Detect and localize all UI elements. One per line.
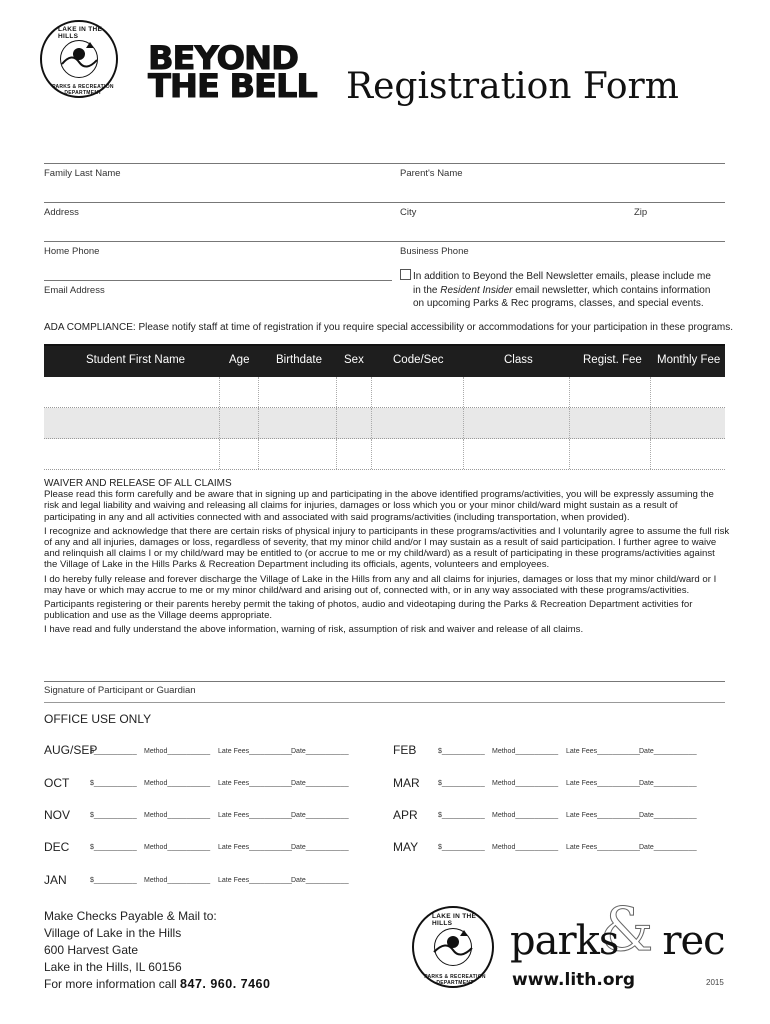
month-nov: NOV — [44, 808, 71, 822]
month-dec: DEC — [44, 840, 70, 854]
zip-label: Zip — [634, 207, 648, 218]
late-fees-field[interactable]: Late Fees___________ — [566, 780, 640, 787]
ada-compliance-note: ADA COMPLIANCE: Please notify staff at time of registration if you require special accessibility or accommodations for your participation in these programs. — [44, 322, 734, 333]
waiver-paragraph-5: I have read and fully understand the above information, warning of risk, assumption of risk and waiver and release of all claims. — [44, 624, 584, 636]
month-mar: MAR — [393, 776, 420, 790]
method-field[interactable]: Method___________ — [144, 812, 211, 819]
business-phone-label: Business Phone — [400, 246, 469, 257]
table-row[interactable] — [44, 439, 725, 470]
parents-name-label: Parent's Name — [400, 168, 463, 179]
method-field[interactable]: Method___________ — [144, 748, 211, 755]
address-label: Address — [44, 207, 79, 218]
seal-inner-ring — [434, 928, 472, 966]
mailing-info — [44, 908, 270, 993]
month-apr: APR — [393, 808, 418, 822]
rec-word: rec — [662, 918, 725, 964]
seal-text-top: LAKE IN THE HILLS — [58, 26, 103, 40]
method-field[interactable]: Method___________ — [144, 844, 211, 851]
registration-table — [44, 344, 725, 470]
date-field[interactable]: Date___________ — [291, 844, 349, 851]
amount-field[interactable]: $___________ — [90, 780, 137, 787]
amount-field[interactable]: $___________ — [438, 748, 485, 755]
mail-line-1: Make Checks Payable & Mail to: — [44, 909, 217, 923]
newsletter-text — [413, 270, 723, 311]
amount-field[interactable]: $___________ — [90, 877, 137, 884]
header-age: Age — [229, 354, 250, 366]
header-birthdate: Birthdate — [276, 354, 323, 366]
family-parent-line — [44, 163, 725, 164]
table-row[interactable] — [44, 408, 725, 439]
seal-text-bottom: PARKS & RECREATION DEPARTMENT — [424, 974, 486, 986]
home-phone-label: Home Phone — [44, 246, 100, 257]
month-oct: OCT — [44, 776, 70, 790]
lith-seal-logo — [40, 20, 118, 98]
mail-line-2: Village of Lake in the Hills — [44, 926, 182, 940]
date-field[interactable]: Date___________ — [639, 780, 697, 787]
late-fees-field[interactable]: Late Fees___________ — [218, 877, 292, 884]
beyond-the-bell-logo — [148, 39, 317, 105]
resident-insider-emphasis: Resident Insider — [440, 284, 513, 296]
mail-line-3: 600 Harvest Gate — [44, 943, 139, 957]
amount-field[interactable]: $___________ — [90, 812, 137, 819]
date-field[interactable]: Date___________ — [291, 812, 349, 819]
method-field[interactable]: Method___________ — [492, 748, 559, 755]
amount-field[interactable]: $___________ — [438, 780, 485, 787]
signature-label: Signature of Participant or Guardian — [44, 685, 196, 696]
header-code-sec: Code/Sec — [393, 354, 444, 366]
newsletter-line-2-pre: in the — [413, 284, 441, 296]
newsletter-line-3: on upcoming Parks & Rec programs, classes, and special events. — [413, 298, 704, 309]
header-monthly-fee: Monthly Fee — [657, 354, 721, 366]
late-fees-field[interactable]: Late Fees___________ — [566, 844, 640, 851]
phone-line — [44, 241, 725, 242]
office-divider — [44, 702, 725, 703]
seal-inner-ring — [60, 40, 98, 78]
waiver-paragraph-4: Participants registering or their parents hereby permit the taking of photos, audio and videotaping during the Parks & Recreation Department activities for publication and use as the Village deems appropriate. — [44, 599, 693, 622]
email-address-label: Email Address — [44, 285, 105, 296]
method-field[interactable]: Method___________ — [492, 780, 559, 787]
header-class: Class — [504, 354, 533, 366]
lith-seal-logo-footer — [412, 906, 494, 988]
month-feb: FEB — [393, 743, 417, 757]
newsletter-line-1: In addition to Beyond the Bell Newsletter emails, please include me — [413, 271, 711, 282]
amount-field[interactable]: $___________ — [90, 844, 137, 851]
method-field[interactable]: Method___________ — [492, 844, 559, 851]
method-field[interactable]: Method___________ — [144, 877, 211, 884]
late-fees-field[interactable]: Late Fees___________ — [218, 812, 292, 819]
form-year: 2015 — [706, 978, 724, 987]
date-field[interactable]: Date___________ — [291, 748, 349, 755]
waiver-paragraph-3: I do hereby fully release and forever discharge the Village of Lake in the Hills from any and all claims for injuries, damages or loss that my minor child/ward or I may have or which may accrue to me or my minor child/ward and arising out of, connected with, or in any way associated with these programs/activities. — [44, 573, 717, 596]
seal-text-bottom: PARKS & RECREATION DEPARTMENT — [52, 84, 114, 96]
website-link[interactable]: www.lith.org — [512, 970, 636, 990]
info-call-text: For more information call — [44, 977, 181, 991]
amount-field[interactable]: $___________ — [438, 812, 485, 819]
parks-rec-logo — [510, 918, 725, 964]
waiver-paragraph-2: I recognize and acknowledge that there are certain risks of physical injury to participants in these programs/activities and I voluntarily agree to assume the full risk of any and all injuries, damages or loss, regardless of severity, that my minor child and/or I may sustain as a result of said participation. I further agree to waive and relinquish all claims I or my child/ward may be entitled to (or accrue to me or my child/ward) as a result of participating in these programs/activities against the Village of Lake in the Hills Parks & Recreation Department including its officials, agents, volunteers and employees. — [44, 525, 730, 571]
newsletter-line-2-post: email newsletter, which contains information — [512, 284, 711, 296]
parks-word: parks — [510, 918, 619, 964]
late-fees-field[interactable]: Late Fees___________ — [218, 844, 292, 851]
waiver-title: WAIVER AND RELEASE OF ALL CLAIMS — [44, 478, 232, 489]
date-field[interactable]: Date___________ — [639, 812, 697, 819]
waiver-section — [44, 478, 730, 639]
mail-line-4: Lake in the Hills, IL 60156 — [44, 960, 182, 974]
signature-line[interactable] — [44, 681, 725, 682]
method-field[interactable]: Method___________ — [492, 812, 559, 819]
date-field[interactable]: Date___________ — [639, 748, 697, 755]
late-fees-field[interactable]: Late Fees___________ — [566, 812, 640, 819]
phone-number: 847. 960. 7460 — [180, 977, 271, 991]
late-fees-field[interactable]: Late Fees___________ — [218, 748, 292, 755]
page-title: Registration Form — [346, 66, 679, 107]
header-sex: Sex — [344, 354, 364, 366]
family-last-name-label: Family Last Name — [44, 168, 121, 179]
late-fees-field[interactable]: Late Fees___________ — [566, 748, 640, 755]
header-regist-fee: Regist. Fee — [583, 354, 642, 366]
late-fees-field[interactable]: Late Fees___________ — [218, 780, 292, 787]
table-row[interactable] — [44, 377, 725, 408]
resident-insider-checkbox[interactable] — [400, 269, 411, 280]
parks-rec-ampersand: & — [600, 895, 654, 965]
date-field[interactable]: Date___________ — [291, 780, 349, 787]
seal-text-top: LAKE IN THE HILLS — [432, 913, 477, 927]
amount-field[interactable]: $___________ — [438, 844, 485, 851]
address-line — [44, 202, 725, 203]
waiver-paragraph-1: Please read this form carefully and be aware that in signing up and participating in the above identified programs/activities, you will be expressly assuming the risk and legal liability and waiving and releasing all claims for injuries, damages or loss which you or your minor child/ward might sustain as a result of participating in any and all activities connected with and associated with said programs/activities (including transportation, when provided). — [44, 489, 714, 523]
method-field[interactable]: Method___________ — [144, 780, 211, 787]
office-use-title: OFFICE USE ONLY — [44, 712, 152, 726]
email-line — [44, 280, 392, 281]
brand-line-1: BEYOND — [148, 39, 298, 77]
month-jan: JAN — [44, 873, 67, 887]
amount-field[interactable]: $___________ — [90, 748, 137, 755]
brand-line-2: THE BELL — [148, 67, 317, 105]
table-header — [44, 344, 725, 377]
header-student-first-name: Student First Name — [86, 354, 186, 366]
newsletter-line-2 — [413, 284, 723, 298]
date-field[interactable]: Date___________ — [291, 877, 349, 884]
city-label: City — [400, 207, 417, 218]
month-may: MAY — [393, 840, 419, 854]
date-field[interactable]: Date___________ — [639, 844, 697, 851]
mail-line-5 — [44, 976, 270, 993]
month-aug-sep: AUG/SEP — [44, 743, 98, 757]
